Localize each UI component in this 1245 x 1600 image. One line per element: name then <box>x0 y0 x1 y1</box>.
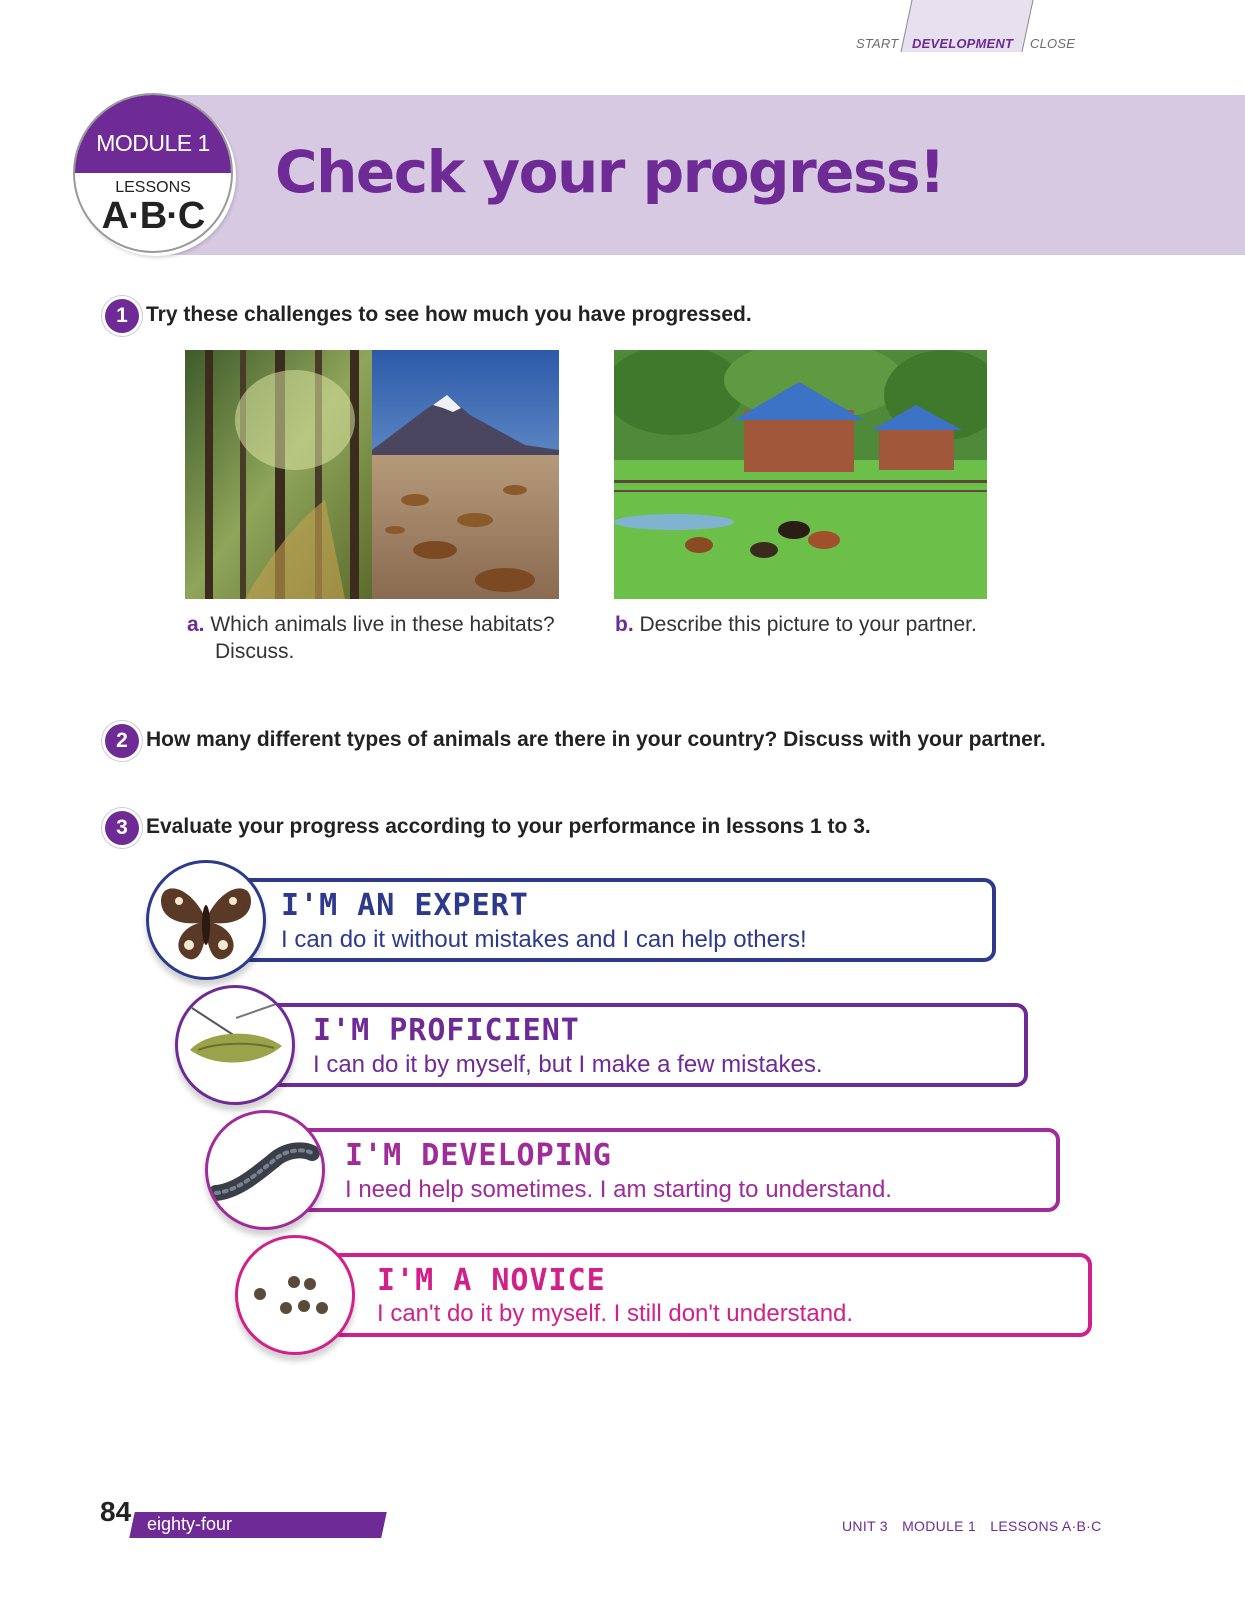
caption-a-line2: Discuss. <box>215 640 295 663</box>
section-nav <box>852 0 1092 52</box>
activity-text-3: Evaluate your progress according to your performance in lessons 1 to 3. <box>146 815 871 838</box>
activity-text-1: Try these challenges to see how much you have progressed. <box>146 303 752 326</box>
page-title: Check your progress! <box>275 138 945 206</box>
footer-module: MODULE 1 <box>902 1518 977 1534</box>
level-desc-developing: I need help sometimes. I am starting to understand. <box>345 1176 892 1203</box>
level-desc-proficient: I can do it by myself, but I make a few mistakes. <box>313 1051 823 1078</box>
level-desc-novice: I can't do it by myself. I still don't understand. <box>377 1300 854 1327</box>
caption-a-line1: Which animals live in these habitats? <box>210 613 555 636</box>
chrysalis-icon <box>178 988 292 1102</box>
level-title-expert: I'M AN EXPERT <box>281 888 529 923</box>
caption-a <box>187 611 555 639</box>
nav-close[interactable]: CLOSE <box>1030 36 1076 51</box>
level-circle-novice <box>235 1235 355 1355</box>
eggs-icon <box>238 1238 352 1352</box>
forest-desert-image <box>185 350 559 599</box>
caterpillar-icon <box>208 1113 322 1227</box>
butterfly-icon <box>149 863 263 977</box>
nav-start[interactable]: START <box>856 36 899 51</box>
activity-number-2: 2 <box>105 724 139 758</box>
farm-image <box>614 350 987 599</box>
footer-unit: UNIT 3 <box>842 1518 888 1534</box>
level-title-proficient: I'M PROFICIENT <box>313 1013 580 1048</box>
footer-lessons: LESSONS A·B·C <box>990 1518 1102 1534</box>
nav-development[interactable]: DEVELOPMENT <box>912 36 1014 51</box>
habitats-picture <box>185 350 559 599</box>
badge-module: MODULE 1 <box>96 130 210 156</box>
module-badge <box>73 93 233 253</box>
level-title-developing: I'M DEVELOPING <box>345 1138 612 1173</box>
level-desc-expert: I can do it without mistakes and I can help others! <box>281 926 807 953</box>
level-title-novice: I'M A NOVICE <box>377 1263 606 1298</box>
level-circle-proficient <box>175 985 295 1105</box>
footer-breadcrumb <box>842 1518 1112 1534</box>
activity-number-3: 3 <box>105 811 139 845</box>
caption-a-letter: a. <box>187 613 205 636</box>
page-number-word: eighty-four <box>147 1514 233 1534</box>
activity-number-1: 1 <box>105 299 139 333</box>
activity-text-2: How many different types of animals are there in your country? Discuss with your partner. <box>146 728 1046 751</box>
farm-picture <box>614 350 987 599</box>
badge-abc: A·B·C <box>101 195 205 237</box>
caption-b-letter: b. <box>615 613 634 636</box>
caption-b <box>615 611 977 639</box>
caption-b-text: Describe this picture to your partner. <box>639 613 977 636</box>
badge-lessons: LESSONS <box>115 179 191 196</box>
level-circle-expert <box>146 860 266 980</box>
page-number: 84 <box>100 1496 132 1527</box>
level-circle-developing <box>205 1110 325 1230</box>
